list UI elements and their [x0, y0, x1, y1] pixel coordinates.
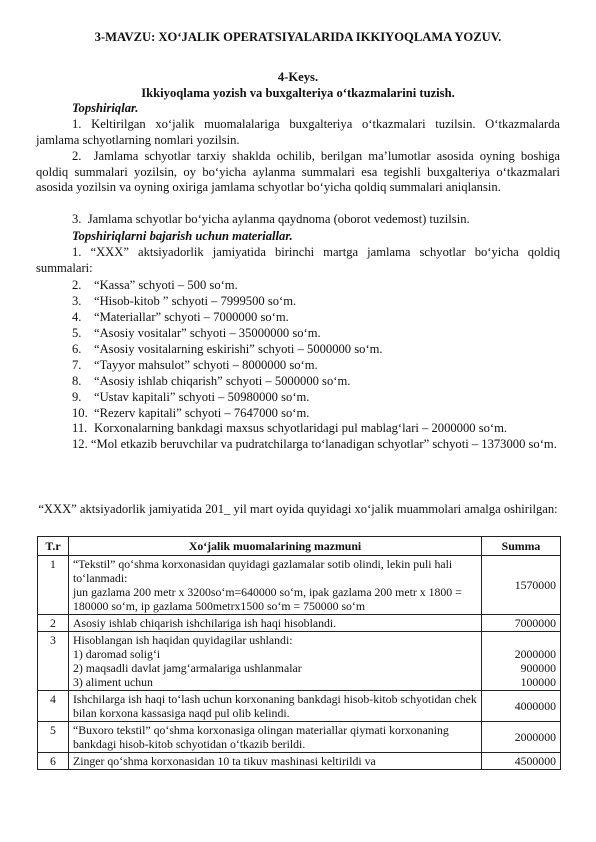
material-item: 2. “Kassa” schyoti – 500 so‘m. [72, 278, 238, 292]
material-item: 4. “Materiallar” schyoti – 7000000 so‘m. [72, 310, 289, 324]
materials-heading: Topshiriqlarni bajarish uchun materiallar. [72, 229, 293, 243]
row-sum: 2000000 900000 100000 [482, 632, 561, 691]
task-item: 3. Jamlama schyotlar bo‘yicha aylanma qaydnoma (oborot vedemost) tuzilsin. [72, 212, 470, 226]
row-sum: 4000000 [482, 691, 561, 722]
row-number: 4 [38, 691, 69, 722]
topic-title: 3-MAVZU: XO‘JALIK OPERATSIYALARIDA IKKIYOQLAMA YOZUV. [94, 30, 502, 44]
operations-table [37, 536, 561, 770]
material-item: 11. Korxonalarning bankdagi maxsus schyotlaridagi pul mablag‘lari – 2000000 so‘m. [72, 421, 508, 435]
row-sum: 4500000 [482, 753, 561, 770]
case-title: Ikkiyoqlama yozish va buxgalteriya o‘tkazmalarini tuzish. [141, 86, 455, 100]
row-content: “Tekstil” qo‘shma korxonasidan quyidagi gazlamalar sotib olindi, lekin puli hali to‘lanmadi: jun gazlama 200 metr x 3200so‘m=640000 so‘m, ipak gazlama 200 metr x 1800 = 180000 so‘m, ip gazlama 500metrx1500 so‘m = 750000 so‘m [69, 556, 482, 615]
material-item: 8. “Asosiy ishlab chiqarish” schyoti – 5000000 so‘m. [72, 374, 351, 388]
table-row [38, 753, 561, 770]
row-content: Hisoblangan ish haqidan quyidagilar ushlandi: 1) daromad solig‘i 2) maqsadli davlat jamg‘armalariga ushlanmalar 3) aliment uchun [69, 632, 482, 691]
row-content: Asosiy ishlab chiqarish ishchilariga ish haqi hisoblandi. [69, 615, 482, 632]
row-number: 5 [38, 722, 69, 753]
row-number: 2 [38, 615, 69, 632]
row-content: Ishchilarga ish haqi to‘lash uchun korxonaning bankdagi hisob-kitob schyotidan chek bilan korxona kassasiga naqd pul olib kelindi. [69, 691, 482, 722]
table-row [38, 691, 561, 722]
table-caption: “XXX” aktsiyadorlik jamiyatida 201_ yil mart oyida quyidagi xo‘jalik muammolari amalga oshirilgan: [38, 502, 558, 516]
table-header-row [38, 537, 561, 556]
row-content: Zinger qo‘shma korxonasidan 10 ta tikuv mashinasi keltirildi va [69, 753, 482, 770]
row-number: 6 [38, 753, 69, 770]
case-number: 4-Keys. [277, 70, 319, 84]
row-sum: 1570000 [482, 556, 561, 615]
table-row [38, 632, 561, 691]
row-content: “Buxoro tekstil” qo‘shma korxonasiga olingan materiallar qiymati korxonaning bankdagi hisob-kitob schyotidan o‘tkazib berildi. [69, 722, 482, 753]
tasks-heading: Topshiriqlar. [72, 101, 139, 115]
row-sum: 7000000 [482, 615, 561, 632]
column-header-content: Xo‘jalik muomalarining mazmuni [69, 537, 482, 556]
table-row [38, 722, 561, 753]
table-row [38, 556, 561, 615]
material-item: 7. “Tayyor mahsulot” schyoti – 8000000 so‘m. [72, 358, 318, 372]
row-number: 1 [38, 556, 69, 615]
material-item: 10. “Rezerv kapitali” schyoti – 7647000 so‘m. [72, 406, 310, 420]
row-sum: 2000000 [482, 722, 561, 753]
task-item: 2. Jamlama schyotlar tarxiy shaklda ochilib, berilgan ma’lumotlar asosida oyning boshiga qoldiq summalari yozilsin, oy bo‘yicha aylanma summalari esa tegishli buxgalteriya o‘tkazmalari asosida yozilsin va oyning oxiriga jamlama schyotlar bo‘yicha qoldiq summalari aniqlansin. [36, 149, 560, 195]
material-item: 3. “Hisob-kitob ” schyoti – 7999500 so‘m. [72, 294, 297, 308]
row-number: 3 [38, 632, 69, 691]
material-item: 6. “Asosiy vositalarning eskirishi” schyoti – 5000000 so‘m. [72, 342, 383, 356]
table-row [38, 615, 561, 632]
material-item: 9. “Ustav kapitali” schyoti – 50980000 so‘m. [72, 390, 310, 404]
material-item: 12. “Mol etkazib beruvchilar va pudratchilarga to‘lanadigan schyotlar” schyoti – 1373000 so‘m. [72, 437, 557, 451]
column-header-number: T.r [38, 537, 69, 556]
task-item: 1. Keltirilgan xo‘jalik muomalalariga buxgalteriya o‘tkazmalari tuzilsin. O‘tkazmalarda jamlama schyotlarning nomlari yozilsin. [36, 117, 560, 147]
column-header-sum: Summa [482, 537, 561, 556]
material-item: 5. “Asosiy vositalar” schyoti – 35000000 so‘m. [72, 326, 321, 340]
material-item: 1. “XXX” aktsiyadorlik jamiyatida birinchi martga jamlama schyotlar bo‘yicha qoldiq summalari: [36, 245, 560, 275]
